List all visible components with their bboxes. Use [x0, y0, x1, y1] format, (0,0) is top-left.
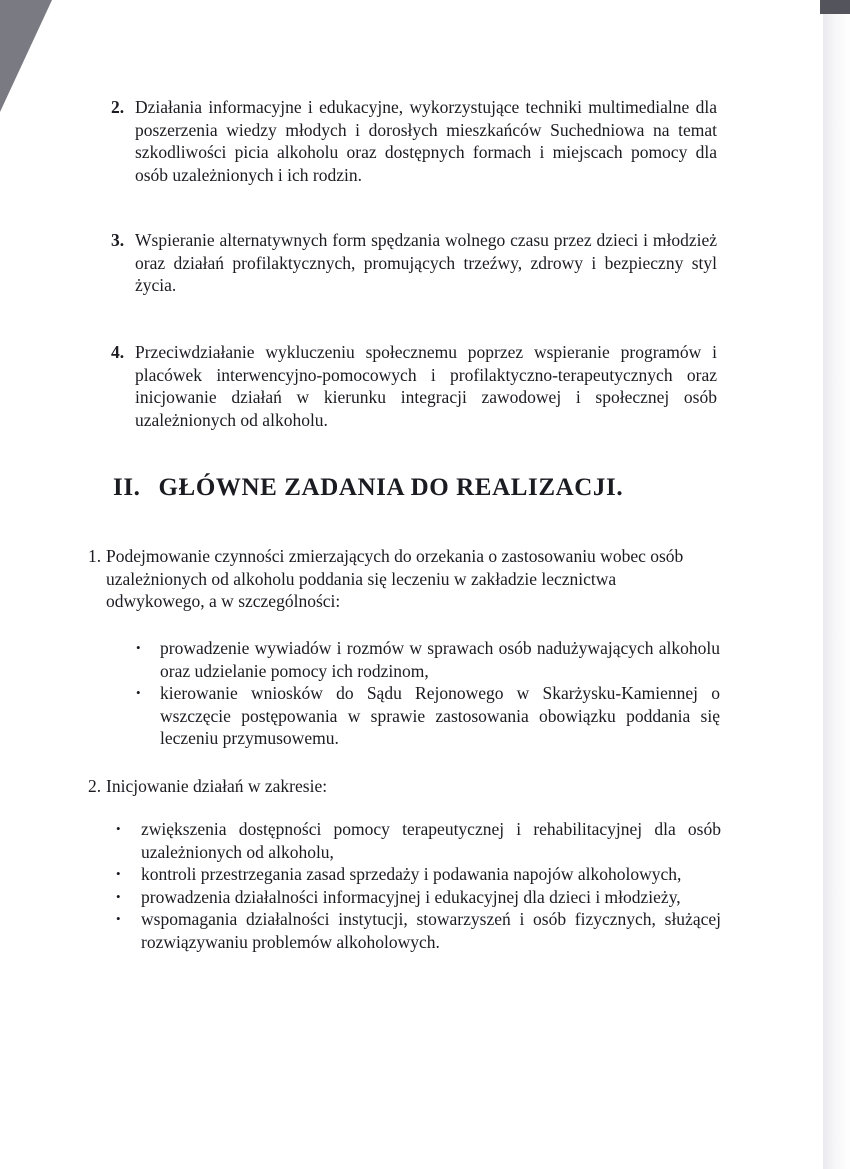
list-item	[116, 886, 721, 909]
goal-item-2	[111, 96, 717, 186]
goal-item-4	[111, 341, 717, 431]
section-title: GŁÓWNE ZADANIA DO REALIZACJI.	[158, 474, 624, 501]
task-1-bullet-list	[136, 637, 720, 750]
goal-item-number: 4.	[111, 342, 125, 362]
bullet-icon: •	[116, 911, 121, 926]
list-item-text: zwiększenia dostępności pomocy terapeutycznej i rehabilitacyjnej dla osób uzależnionych od alkoholu,	[141, 819, 721, 862]
scan-top-right-mark	[820, 0, 850, 14]
scan-right-edge	[823, 0, 850, 1169]
goal-item-3	[111, 229, 717, 297]
bullet-icon: •	[116, 866, 121, 881]
list-item	[116, 908, 721, 953]
bullet-icon: •	[136, 685, 141, 700]
task-item-1	[88, 545, 718, 613]
section-roman-numeral: II.	[113, 474, 141, 501]
goal-item-number: 2.	[111, 97, 125, 117]
bullet-icon: •	[116, 888, 121, 904]
goal-item-number: 3.	[111, 230, 125, 250]
list-item-text: prowadzenia działalności informacyjnej i edukacyjnej dla dzieci i młodzieży,	[141, 886, 681, 907]
task-item-text: Inicjowanie działań w zakresie:	[106, 776, 328, 796]
list-item	[116, 863, 721, 886]
task-item-number: 1.	[88, 546, 102, 566]
goal-item-text: Działania informacyjne i edukacyjne, wykorzystujące techniki multimedialne dla poszerzenia wiedzy młodych i dorosłych mieszkańców Suchedniowa na temat szkodliwości picia alkoholu oraz dostępnych formach i miejscach pomocy dla osób uzależnionych i ich rodzin.	[135, 97, 717, 185]
task-item-text: Podejmowanie czynności zmierzających do orzekania o zastosowaniu wobec osób uzależnionych od alkoholu poddania się leczeniu w zakładzie lecznictwa odwykowego, a w szczególności:	[106, 546, 684, 611]
scan-corner-shadow	[0, 0, 60, 120]
bullet-icon: •	[136, 640, 141, 655]
task-item-2	[88, 775, 718, 798]
section-heading	[113, 474, 623, 502]
bullet-icon: •	[116, 821, 121, 836]
list-item-text: prowadzenie wywiadów i rozmów w sprawach osób nadużywających alkoholu oraz udzielanie pomocy ich rodzinom,	[160, 638, 720, 681]
goal-item-text: Przeciwdziałanie wykluczeniu społecznemu poprzez wspieranie programów i placówek interwencyjno-pomocowych i profilaktyczno-terapeutycznych oraz inicjowanie działań w kierunku integracji zawodowej i społecznej osób uzależnionych od alkoholu.	[135, 342, 717, 430]
list-item	[136, 637, 720, 682]
list-item-text: kierowanie wniosków do Sądu Rejonowego w Skarżysku-Kamiennej o wszczęcie postępowania w sprawie zastosowania obowiązku poddania się leczeniu przymusowemu.	[160, 683, 720, 748]
task-2-bullet-list	[116, 818, 721, 953]
task-item-number: 2.	[88, 776, 102, 796]
goal-item-text: Wspieranie alternatywnych form spędzania wolnego czasu przez dzieci i młodzież oraz działań profilaktycznych, promujących trzeźwy, zdrowy i bezpieczny styl życia.	[135, 230, 717, 295]
list-item-text: wspomagania działalności instytucji, stowarzyszeń i osób fizycznych, służącej rozwiązywaniu problemów alkoholowych.	[141, 909, 721, 952]
list-item	[116, 818, 721, 863]
list-item	[136, 682, 720, 750]
list-item-text: kontroli przestrzegania zasad sprzedaży i podawania napojów alkoholowych,	[141, 864, 682, 884]
